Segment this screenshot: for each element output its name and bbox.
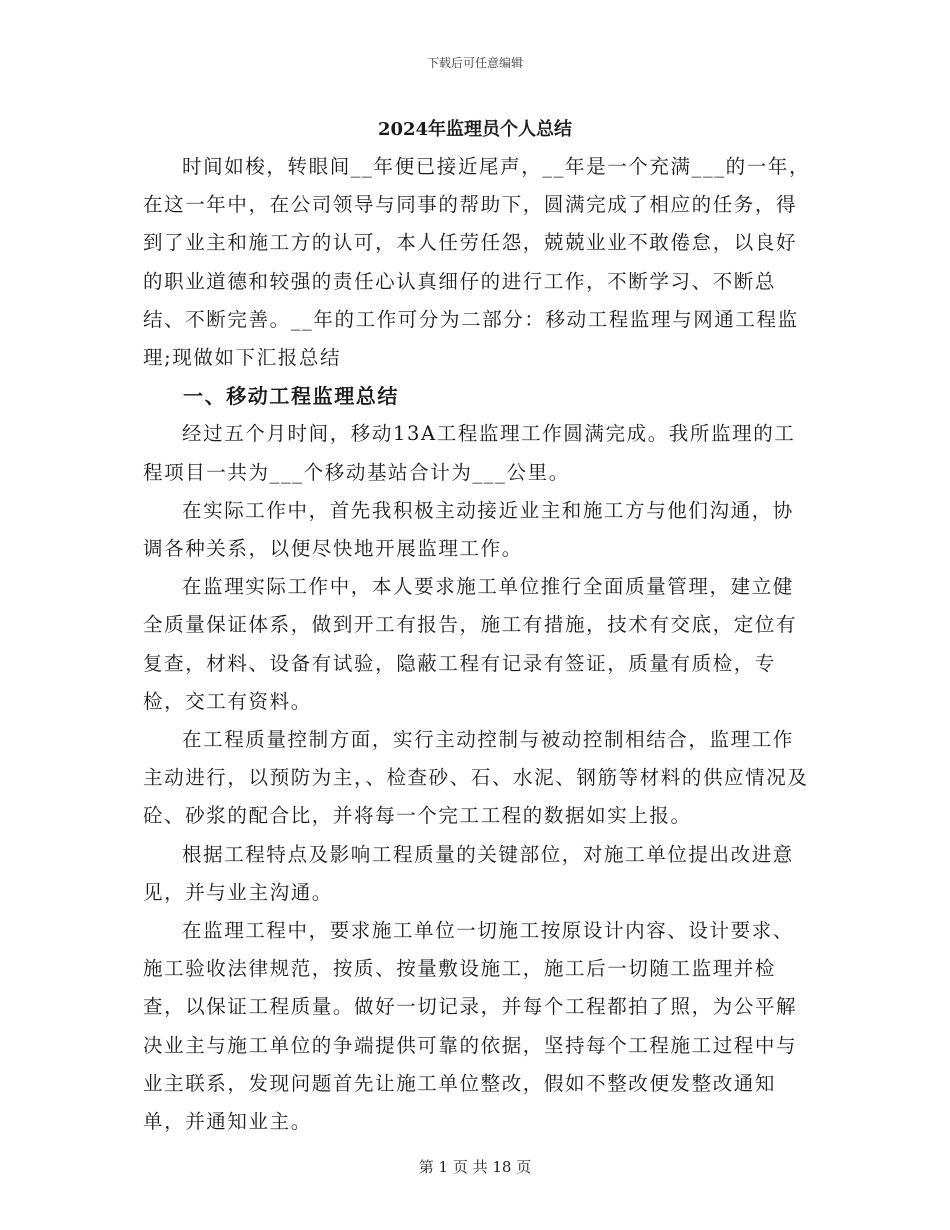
body-paragraph: 在工程质量控制方面，实行主动控制与被动控制相结合，监理工作主动进行，以预防为主，、检查砂、石、水泥、钢筋等材料的供应情况及砼、砂浆的配合比，并将每一个完工工程的数据如实上报。: [143, 728, 809, 828]
intro-paragraph: 时间如梭，转眼间__年便已接近尾声，__年是一个充满___的一年，在这一年中，在公司领导与同事的帮助下，圆满完成了相应的任务，得到了业主和施工方的认可，本人任劳任怨，兢兢业业不敢倦怠，以良好的职业道德和较强的责任心认真细仔的进行工作，不断学习、不断总结、不断完善。__年的工作可分为二部分：移动工程监理与网通工程监理;现做如下汇报总结: [143, 155, 811, 370]
body-paragraph: 在监理实际工作中，本人要求施工单位推行全面质量管理，建立健全质量保证体系，做到开工有报告，施工有措施，技术有交底，定位有复查，材料、设备有试验，隐蔽工程有记录有签证，质量有质检，专检，交工有资料。: [143, 575, 798, 713]
body-paragraph: 根据工程特点及影响工程质量的关键部位，对施工单位提出改进意见，并与业主沟通。: [143, 842, 794, 904]
section-heading: 一、移动工程监理总结: [183, 384, 399, 409]
page-header: 下载后可任意编辑: [426, 56, 523, 70]
body-paragraph: 经过五个月时间，移动13A工程监理工作圆满完成。我所监理的工程项目一共为___个移动基站合计为___公里。: [143, 422, 796, 484]
document-title: 2024年监理员个人总结: [377, 119, 573, 140]
body-paragraph: 在实际工作中，首先我积极主动接近业主和施工方与他们沟通，协调各种关系，以便尽快地开展监理工作。: [143, 498, 794, 561]
body-paragraph: 在监理工程中，要求施工单位一切施工按原设计内容、设计要求、施工验收法律规范，按质、按量敷设施工，施工后一切随工监理并检查，以保证工程质量。做好一切记录，并每个工程都拍了照，为公平解决业主与施工单位的争端提供可靠的依据，坚持每个工程施工过程中与业主联系，发现问题首先让施工单位整改，假如不整改便发整改通知单，并通知业主。: [143, 919, 798, 1134]
document-body: [143, 148, 811, 1141]
page-number: 第 1 页 共 18 页: [418, 1158, 532, 1176]
